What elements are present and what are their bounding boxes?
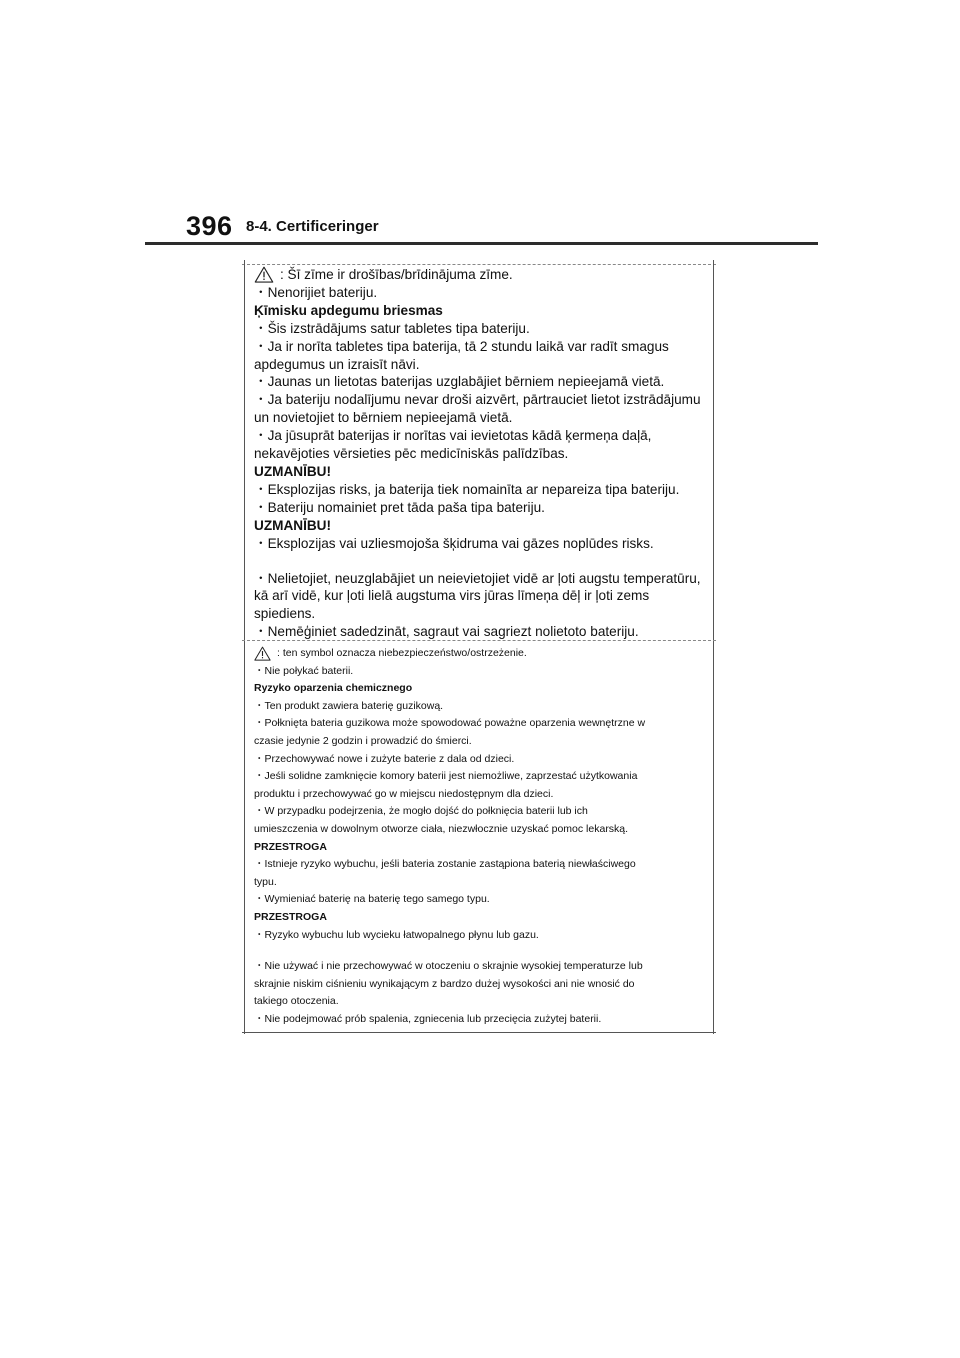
warning-symbol-text: : Šī zīme ir drošības/brīdinājuma zīme. — [280, 267, 513, 282]
warning-text-line: typu. — [254, 875, 277, 888]
warning-text-line: spiediens. — [254, 606, 316, 622]
warning-symbol-line — [254, 266, 706, 284]
warning-text-line: ・Ryzyko wybuchu lub wycieku łatwopalnego płynu lub gazu. — [254, 928, 539, 941]
page-header — [0, 0, 960, 260]
warning-text-line: ・Jeśli solidne zamknięcie komory baterii jest niemożliwe, zaprzestać użytkowania — [254, 770, 638, 783]
section-title: 8-4. Certificeringer — [246, 218, 379, 235]
header-rule — [145, 242, 818, 245]
warning-heading: Ķīmisku apdegumu briesmas — [254, 302, 443, 318]
warning-text-line: ・Bateriju nomainiet pret tāda paša tipa bateriju. — [254, 499, 545, 515]
warning-heading: PRZESTROGA — [254, 910, 327, 923]
warning-text-line: un novietojiet to bērniem nepieejamā vietā. — [254, 410, 513, 426]
warning-heading: UZMANĪBU! — [254, 517, 332, 533]
warning-heading: PRZESTROGA — [254, 840, 327, 853]
warning-text-line: ・Eksplozijas risks, ja baterija tiek nomainīta ar nepareiza tipa bateriju. — [254, 481, 680, 497]
warning-text-line: ・Ten produkt zawiera baterię guzikową. — [254, 699, 444, 712]
warning-text-line: skrajnie niskim ciśnieniu wynikającym z bardzo dużej wysokości ani nie wnosić do — [254, 977, 635, 990]
warning-text-line: apdegumus un izraisīt nāvi. — [254, 356, 420, 372]
right-border — [713, 260, 714, 1034]
warning-text-line: czasie jedynie 2 godzin i prowadzić do śmierci. — [254, 734, 472, 747]
warning-text-line: ・Ja bateriju nodalījumu nevar droši aizvērt, pārtrauciet lietot izstrādājumu — [254, 392, 701, 408]
warning-triangle-icon — [254, 266, 274, 283]
paragraph-gap — [254, 553, 706, 570]
latvian-warning-panel — [254, 266, 706, 641]
certification-label-sheet — [242, 260, 716, 1034]
warning-text-line: ・Nenorijiet bateriju. — [254, 284, 378, 300]
warning-heading: UZMANĪBU! — [254, 463, 332, 479]
warning-text-line: ・Nie używać i nie przechowywać w otoczeniu o skrajnie wysokiej temperaturze lub — [254, 960, 643, 973]
top-dashed-border — [242, 264, 716, 265]
warning-text-line: ・Ja ir norīta tabletes tipa baterija, tā 2 stundu laikā var radīt smagus — [254, 338, 669, 354]
warning-text-line: ・Nemēģiniet sadedzināt, sagraut vai sagriezt nolietoto bateriju. — [254, 624, 639, 640]
warning-text-line: ・Ja jūsuprāt baterijas ir norītas vai ievietotas kādā ķermeņa daļā, — [254, 428, 652, 444]
warning-text-line: kā arī vidē, kur ļoti lielā augstuma virs jūras līmeņa dēļ ir ļoti zems — [254, 588, 650, 604]
warning-symbol-text: : ten symbol oznacza niebezpieczeństwo/ostrzeżenie. — [277, 647, 527, 659]
warning-text-line: umieszczenia w dowolnym otworze ciała, niezwłocznie uzyskać pomoc lekarską. — [254, 822, 629, 835]
warning-text-line: ・Nie połykać baterii. — [254, 664, 354, 677]
warning-text-line: ・Wymieniać baterię na baterię tego samego typu. — [254, 893, 490, 906]
warning-symbol-line — [254, 645, 706, 663]
left-border — [244, 260, 245, 1034]
paragraph-gap — [254, 944, 706, 958]
warning-heading: Ryzyko oparzenia chemicznego — [254, 682, 413, 695]
warning-text-line: ・W przypadku podejrzenia, że mogło dojść do połknięcia baterii lub ich — [254, 805, 588, 818]
warning-text-line: nekavējoties vērsieties pēc medicīniskās palīdzības. — [254, 446, 569, 462]
warning-text-line: ・Eksplozijas vai uzliesmojoša šķidruma vai gāzes noplūdes risks. — [254, 535, 654, 551]
warning-text-line: ・Šis izstrādājums satur tabletes tipa bateriju. — [254, 320, 530, 336]
warning-text-line: ・Istnieje ryzyko wybuchu, jeśli bateria zostanie zastąpiona baterią niewłaściwego — [254, 858, 636, 871]
warning-text-line: ・Połknięta bateria guzikowa może spowodować poważne oparzenia wewnętrzne w — [254, 717, 646, 730]
warning-text-line: takiego otoczenia. — [254, 995, 339, 1008]
polish-warning-panel — [254, 645, 706, 1028]
warning-text-line: ・Nelietojiet, neuzglabājiet un neievietojiet vidē ar ļoti augstu temperatūru, — [254, 570, 701, 586]
warning-text-line: ・Jaunas un lietotas baterijas uzglabājiet bērniem nepieejamā vietā. — [254, 374, 665, 390]
warning-text-line: ・Przechowywać nowe i zużyte baterie z dala od dzieci. — [254, 752, 515, 765]
bottom-border — [242, 1032, 716, 1033]
warning-triangle-icon — [254, 646, 271, 661]
warning-text-line: ・Nie podejmować prób spalenia, zgniecenia lub przecięcia zużytej baterii. — [254, 1012, 602, 1025]
warning-text-line: produktu i przechowywać go w miejscu niedostępnym dla dzieci. — [254, 787, 554, 800]
page-number: 396 — [186, 211, 233, 241]
